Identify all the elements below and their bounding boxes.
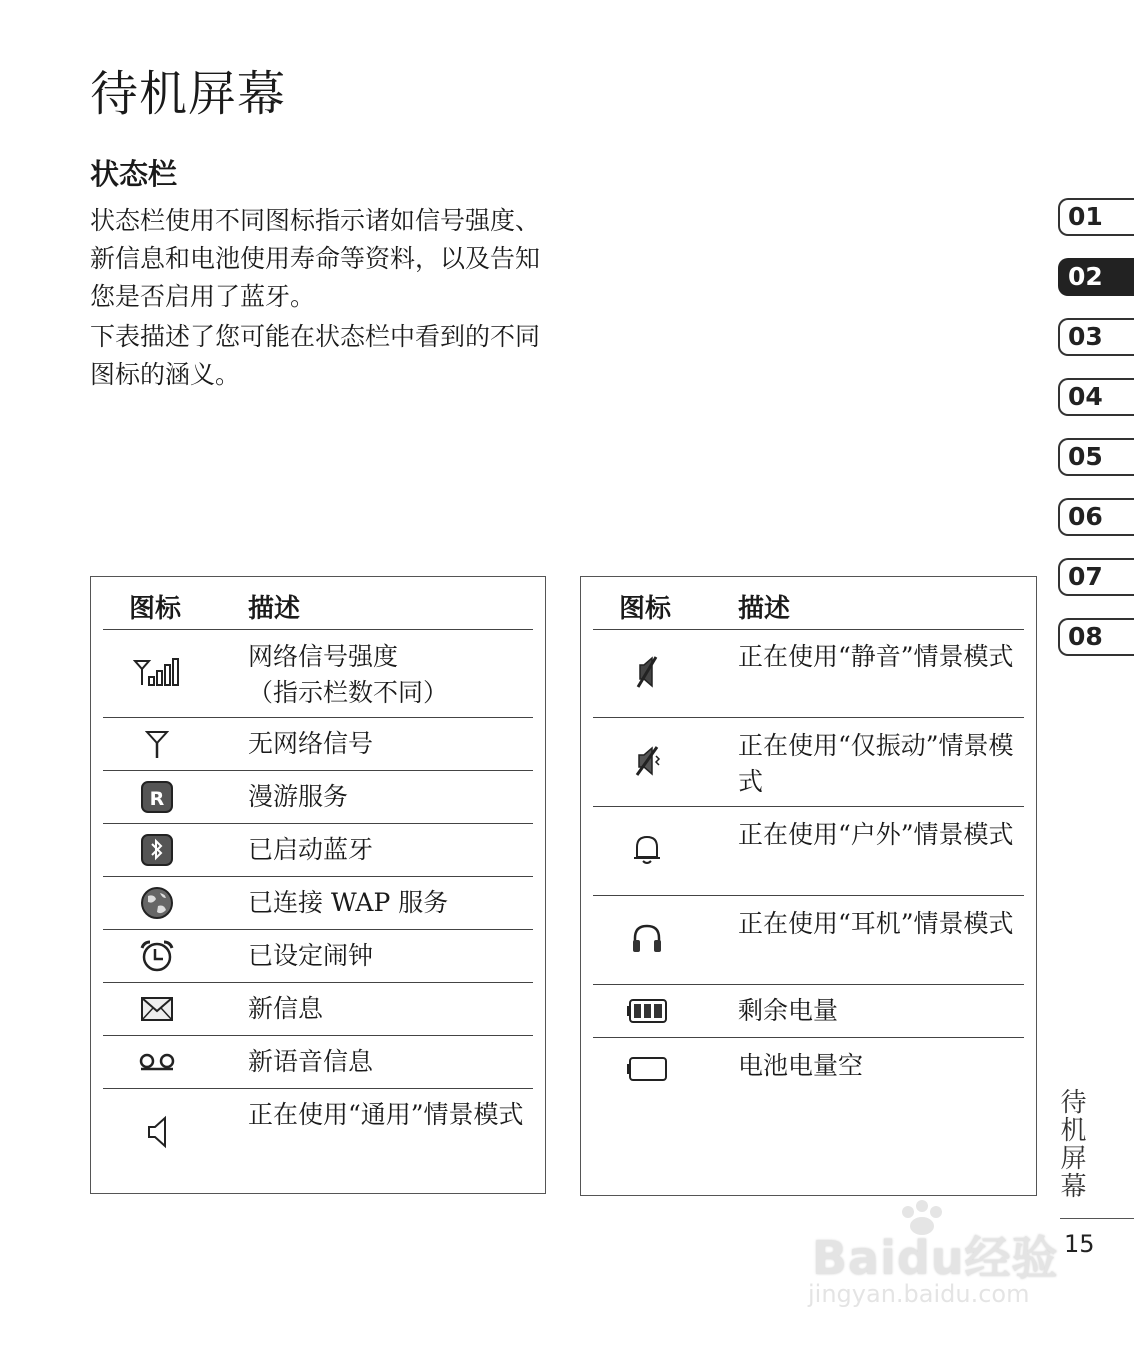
row-desc: 漫游服务 [248,782,349,811]
vibrate-icon [621,744,673,778]
row-desc: 网络信号强度 （指示栏数不同） [248,642,449,707]
page-title: 待机屏幕 [90,66,287,122]
table-row [103,1036,533,1089]
tab-05[interactable]: 05 [1058,438,1134,476]
table-row [103,930,533,983]
baidu-watermark [800,1200,1060,1310]
battery-empty-icon [621,1052,673,1086]
table-row [593,985,1024,1038]
table-row [593,718,1024,807]
headset-icon [621,922,673,956]
table-row [103,877,533,930]
svg-text:R: R [149,788,165,810]
icon-table-right [580,576,1037,1196]
mute-icon [621,655,673,689]
row-desc: 正在使用“通用”情景模式 [248,1100,524,1129]
bluetooth-icon [131,833,183,867]
header-desc-label: 描述 [248,594,301,624]
table-row [103,629,533,718]
watermark-url: jingyan.baidu.com [808,1280,1030,1308]
no-signal-icon [131,727,183,761]
alarm-clock-icon [131,939,183,973]
battery-full-icon [621,994,673,1028]
row-desc: 新语音信息 [248,1047,374,1076]
table-row [593,807,1024,896]
tab-02[interactable]: 02 [1058,258,1134,296]
tab-03[interactable]: 03 [1058,318,1134,356]
wap-globe-icon [131,886,183,920]
header-icon-label: 图标 [129,594,182,624]
row-desc: 剩余电量 [738,996,839,1025]
speaker-icon [131,1115,183,1149]
table-row [593,896,1024,985]
tab-08[interactable]: 08 [1058,618,1134,656]
table-intro-paragraph: 下表描述了您可能在状态栏中看到的不同图标的涵义。 [90,322,541,389]
table-row [103,983,533,1036]
signal-strength-icon [131,655,183,689]
tab-07[interactable]: 07 [1058,558,1134,596]
row-desc: 新信息 [248,994,324,1023]
row-desc: 正在使用“静音”情景模式 [738,642,1014,671]
table-row [103,771,533,824]
intro-paragraph: 状态栏使用不同图标指示诸如信号强度、新信息和电池使用寿命等资料，以及告知您是否启用了蓝牙。 [90,206,541,311]
roaming-icon [131,780,183,814]
table-row [103,824,533,877]
tab-04[interactable]: 04 [1058,378,1134,416]
page-number-rule [1060,1218,1134,1219]
table-row [103,1089,533,1193]
tab-01[interactable]: 01 [1058,198,1134,236]
table-row [593,1038,1024,1188]
page-number: 15 [1064,1230,1095,1258]
table-row [103,718,533,771]
table-header [103,577,533,630]
side-chapter-title: 待机屏幕 [1056,1088,1086,1200]
row-desc: 已设定闹钟 [248,941,374,970]
watermark-logo: Baidu经验 [812,1231,1059,1285]
row-desc: 正在使用“耳机”情景模式 [738,909,1014,938]
icon-table-left [90,576,546,1194]
row-desc: 正在使用“户外”情景模式 [738,820,1014,849]
envelope-icon [131,992,183,1026]
row-desc: 正在使用“仅振动”情景模式 [738,731,1014,796]
table-row [593,629,1024,718]
header-icon-label: 图标 [619,594,672,624]
row-desc: 已连接 WAP 服务 [248,888,449,917]
voicemail-icon [131,1045,183,1079]
row-desc: 已启动蓝牙 [248,835,374,864]
table-header [593,577,1024,630]
section-title: 状态栏 [90,157,178,191]
bell-icon [621,833,673,867]
row-desc: 无网络信号 [248,729,374,758]
row-desc: 电池电量空 [738,1051,864,1080]
tab-06[interactable]: 06 [1058,498,1134,536]
header-desc-label: 描述 [738,594,791,624]
